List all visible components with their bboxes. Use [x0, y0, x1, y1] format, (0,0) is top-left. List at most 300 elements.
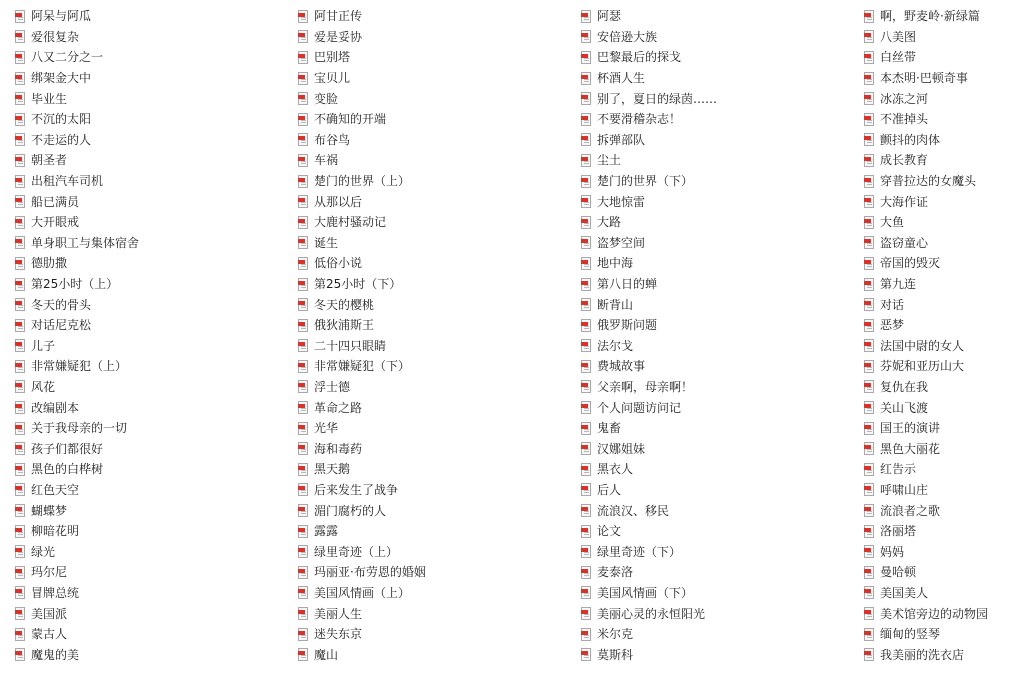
file-item[interactable]	[581, 6, 851, 27]
pdf-file-icon	[581, 504, 591, 517]
file-item[interactable]	[581, 150, 851, 171]
file-name: 美国风情画（上）	[314, 585, 411, 600]
file-item[interactable]	[864, 500, 1024, 521]
pdf-file-icon	[864, 525, 874, 538]
file-grid	[0, 6, 1024, 668]
file-item[interactable]	[581, 130, 851, 151]
file-item[interactable]	[15, 191, 285, 212]
pdf-file-icon	[298, 51, 308, 64]
pdf-file-icon	[864, 648, 874, 661]
pdf-file-icon	[298, 504, 308, 517]
file-name: 冰冻之河	[880, 91, 929, 106]
file-item[interactable]	[15, 377, 285, 398]
file-name: 柳暗花明	[31, 524, 80, 539]
file-item[interactable]	[581, 624, 851, 645]
file-item[interactable]	[864, 624, 1024, 645]
file-item[interactable]	[581, 27, 851, 48]
pdf-file-icon	[15, 545, 25, 558]
file-item[interactable]	[298, 68, 568, 89]
file-item[interactable]	[298, 130, 568, 151]
file-item[interactable]	[298, 47, 568, 68]
file-item[interactable]	[298, 644, 568, 665]
file-item[interactable]	[298, 583, 568, 604]
file-name: 单身职工与集体宿舍	[31, 235, 140, 250]
file-item[interactable]	[298, 562, 568, 583]
pdf-file-icon	[864, 339, 874, 352]
pdf-file-icon	[581, 525, 591, 538]
file-name: 帝国的毁灭	[880, 256, 941, 271]
file-name: 巴别塔	[314, 50, 351, 65]
file-item[interactable]	[298, 212, 568, 233]
file-item[interactable]	[581, 541, 851, 562]
file-item[interactable]	[298, 336, 568, 357]
file-item[interactable]	[15, 130, 285, 151]
file-item[interactable]	[15, 294, 285, 315]
file-item[interactable]	[864, 27, 1024, 48]
file-item[interactable]	[581, 68, 851, 89]
file-item[interactable]	[298, 459, 568, 480]
file-name: 杯酒人生	[597, 71, 646, 86]
file-name: 大路	[597, 215, 622, 230]
file-item[interactable]	[864, 212, 1024, 233]
file-item[interactable]	[298, 27, 568, 48]
pdf-file-icon	[15, 380, 25, 393]
pdf-file-icon	[864, 504, 874, 517]
pdf-file-icon	[15, 339, 25, 352]
file-item[interactable]	[864, 274, 1024, 295]
pdf-file-icon	[581, 175, 591, 188]
pdf-file-icon	[864, 545, 874, 558]
file-item[interactable]	[298, 356, 568, 377]
file-item[interactable]	[864, 130, 1024, 151]
file-name: 不确知的开端	[314, 112, 387, 127]
file-name: 美国派	[31, 606, 68, 621]
pdf-file-icon	[298, 628, 308, 641]
file-name: 阿甘正传	[314, 9, 363, 24]
file-name: 穿普拉达的女魔头	[880, 174, 977, 189]
pdf-file-icon	[864, 463, 874, 476]
file-name: 莫斯科	[597, 647, 634, 662]
pdf-file-icon	[15, 10, 25, 23]
file-item[interactable]	[15, 150, 285, 171]
file-item[interactable]	[15, 521, 285, 542]
pdf-file-icon	[298, 154, 308, 167]
pdf-file-icon	[581, 422, 591, 435]
file-name: 毕业生	[31, 91, 68, 106]
pdf-file-icon	[864, 566, 874, 579]
file-item[interactable]	[864, 521, 1024, 542]
file-item[interactable]	[864, 356, 1024, 377]
pdf-file-icon	[298, 586, 308, 599]
file-name: 第25小时（下）	[314, 277, 402, 292]
pdf-file-icon	[581, 195, 591, 208]
file-name: 对话尼克松	[31, 318, 92, 333]
file-item[interactable]	[298, 438, 568, 459]
pdf-file-icon	[298, 422, 308, 435]
file-name: 关于我母亲的一切	[31, 421, 128, 436]
file-item[interactable]	[864, 109, 1024, 130]
file-name: 绑架金大中	[31, 71, 92, 86]
file-item[interactable]	[298, 88, 568, 109]
pdf-file-icon	[864, 628, 874, 641]
file-name: 爱是妥协	[314, 29, 363, 44]
pdf-file-icon	[298, 257, 308, 270]
file-name: 出租汽车司机	[31, 174, 104, 189]
pdf-file-icon	[15, 195, 25, 208]
file-item[interactable]	[298, 191, 568, 212]
file-name: 玛丽亚·布劳恩的婚姻	[314, 565, 426, 580]
file-item[interactable]	[864, 150, 1024, 171]
file-item[interactable]	[581, 212, 851, 233]
file-name: 法尔戈	[597, 338, 634, 353]
file-name: 美国风情画（下）	[597, 585, 694, 600]
file-name: 对话	[880, 297, 905, 312]
file-item[interactable]	[864, 294, 1024, 315]
file-name: 黑衣人	[597, 462, 634, 477]
pdf-file-icon	[581, 30, 591, 43]
pdf-file-icon	[298, 298, 308, 311]
pdf-file-icon	[581, 51, 591, 64]
file-item[interactable]	[864, 541, 1024, 562]
pdf-file-icon	[298, 360, 308, 373]
file-name: 风花	[31, 379, 56, 394]
file-name: 巴黎最后的探戈	[597, 50, 682, 65]
file-item[interactable]	[15, 68, 285, 89]
file-item[interactable]	[864, 6, 1024, 27]
pdf-file-icon	[864, 133, 874, 146]
file-item[interactable]	[298, 418, 568, 439]
file-item[interactable]	[15, 356, 285, 377]
file-item[interactable]	[15, 274, 285, 295]
file-name: 浮士德	[314, 379, 351, 394]
file-item[interactable]	[581, 233, 851, 254]
file-item[interactable]	[15, 624, 285, 645]
pdf-file-icon	[864, 607, 874, 620]
pdf-file-icon	[581, 72, 591, 85]
file-item[interactable]	[15, 212, 285, 233]
file-item[interactable]	[581, 521, 851, 542]
file-item[interactable]	[864, 191, 1024, 212]
file-item[interactable]	[15, 253, 285, 274]
file-item[interactable]	[15, 603, 285, 624]
file-name: 盗窃童心	[880, 235, 929, 250]
pdf-file-icon	[581, 401, 591, 414]
pdf-file-icon	[581, 463, 591, 476]
file-name: 八美图	[880, 29, 917, 44]
file-name: 不走运的人	[31, 132, 92, 147]
file-item[interactable]	[864, 583, 1024, 604]
file-item[interactable]	[581, 294, 851, 315]
file-item[interactable]	[298, 150, 568, 171]
pdf-file-icon	[864, 483, 874, 496]
file-item[interactable]	[581, 603, 851, 624]
file-name: 父亲啊，母亲啊！	[597, 379, 694, 394]
file-name: 露露	[314, 524, 339, 539]
file-name: 个人问题访问记	[597, 400, 682, 415]
pdf-file-icon	[581, 236, 591, 249]
pdf-file-icon	[298, 525, 308, 538]
file-name: 美术馆旁边的动物园	[880, 606, 989, 621]
file-item[interactable]	[298, 171, 568, 192]
file-item[interactable]	[864, 562, 1024, 583]
file-name: 呼啸山庄	[880, 482, 929, 497]
pdf-file-icon	[864, 92, 874, 105]
file-name: 流浪者之歌	[880, 503, 941, 518]
file-item[interactable]	[298, 294, 568, 315]
file-name: 国王的演讲	[880, 421, 941, 436]
file-item[interactable]	[15, 418, 285, 439]
file-name: 黑色的白桦树	[31, 462, 104, 477]
file-item[interactable]	[15, 6, 285, 27]
pdf-file-icon	[15, 236, 25, 249]
pdf-file-icon	[15, 113, 25, 126]
pdf-file-icon	[15, 298, 25, 311]
file-item[interactable]	[581, 171, 851, 192]
file-item[interactable]	[15, 583, 285, 604]
file-name: 费城故事	[597, 359, 646, 374]
file-item[interactable]	[864, 418, 1024, 439]
file-item[interactable]	[581, 583, 851, 604]
file-name: 第八日的蝉	[597, 277, 658, 292]
file-item[interactable]	[15, 500, 285, 521]
pdf-file-icon	[15, 51, 25, 64]
pdf-file-icon	[298, 545, 308, 558]
file-name: 儿子	[31, 338, 56, 353]
pdf-file-icon	[864, 113, 874, 126]
file-item[interactable]	[298, 521, 568, 542]
file-item[interactable]	[15, 644, 285, 665]
file-item[interactable]	[15, 315, 285, 336]
file-name: 美国美人	[880, 585, 929, 600]
pdf-file-icon	[15, 586, 25, 599]
file-item[interactable]	[581, 191, 851, 212]
file-name: 不要滑稽杂志！	[597, 112, 682, 127]
file-item[interactable]	[581, 356, 851, 377]
file-item[interactable]	[298, 233, 568, 254]
pdf-file-icon	[15, 154, 25, 167]
file-name: 湄门腐朽的人	[314, 503, 387, 518]
file-item[interactable]	[581, 480, 851, 501]
file-item[interactable]	[298, 603, 568, 624]
file-name: 我美丽的洗衣店	[880, 647, 965, 662]
file-item[interactable]	[15, 109, 285, 130]
file-item[interactable]	[15, 562, 285, 583]
pdf-file-icon	[298, 236, 308, 249]
file-name: 黑色大丽花	[880, 441, 941, 456]
file-item[interactable]	[864, 171, 1024, 192]
file-item[interactable]	[864, 315, 1024, 336]
file-item[interactable]	[864, 233, 1024, 254]
file-name: 阿呆与阿瓜	[31, 9, 92, 24]
pdf-file-icon	[581, 566, 591, 579]
file-item[interactable]	[581, 438, 851, 459]
file-name: 变脸	[314, 91, 339, 106]
pdf-file-icon	[864, 154, 874, 167]
file-item[interactable]	[581, 562, 851, 583]
file-item[interactable]	[15, 459, 285, 480]
file-name: 宝贝儿	[314, 71, 351, 86]
pdf-file-icon	[581, 278, 591, 291]
file-item[interactable]	[15, 88, 285, 109]
file-item[interactable]	[864, 68, 1024, 89]
file-name: 海和毒药	[314, 441, 363, 456]
pdf-file-icon	[15, 30, 25, 43]
pdf-file-icon	[864, 195, 874, 208]
file-name: 大海作证	[880, 194, 929, 209]
file-item[interactable]	[581, 253, 851, 274]
file-item[interactable]	[298, 480, 568, 501]
pdf-file-icon	[298, 463, 308, 476]
file-item[interactable]	[581, 397, 851, 418]
file-item[interactable]	[864, 397, 1024, 418]
file-name: 蝴蝶梦	[31, 503, 68, 518]
pdf-file-icon	[298, 483, 308, 496]
file-item[interactable]	[581, 88, 851, 109]
pdf-file-icon	[864, 51, 874, 64]
file-name: 不准掉头	[880, 112, 929, 127]
file-item[interactable]	[15, 233, 285, 254]
file-name: 八又二分之一	[31, 50, 104, 65]
pdf-file-icon	[581, 545, 591, 558]
pdf-file-icon	[15, 133, 25, 146]
file-item[interactable]	[864, 438, 1024, 459]
pdf-file-icon	[15, 422, 25, 435]
file-item[interactable]	[581, 336, 851, 357]
file-item[interactable]	[581, 315, 851, 336]
file-name: 魔山	[314, 647, 339, 662]
file-item[interactable]	[864, 47, 1024, 68]
file-item[interactable]	[15, 438, 285, 459]
pdf-file-icon	[581, 628, 591, 641]
file-item[interactable]	[298, 377, 568, 398]
pdf-file-icon	[298, 133, 308, 146]
file-item[interactable]	[864, 88, 1024, 109]
pdf-file-icon	[581, 257, 591, 270]
pdf-file-icon	[581, 380, 591, 393]
file-item[interactable]	[298, 6, 568, 27]
pdf-file-icon	[15, 175, 25, 188]
file-name: 绿光	[31, 544, 56, 559]
file-name: 楚门的世界（下）	[597, 174, 694, 189]
file-name: 德肋撒	[31, 256, 68, 271]
file-name: 妈妈	[880, 544, 905, 559]
file-name: 红告示	[880, 462, 917, 477]
file-name: 楚门的世界（上）	[314, 174, 411, 189]
file-name: 车祸	[314, 153, 339, 168]
file-name: 盗梦空间	[597, 235, 646, 250]
pdf-file-icon	[15, 92, 25, 105]
file-item[interactable]	[864, 253, 1024, 274]
pdf-file-icon	[15, 525, 25, 538]
pdf-file-icon	[581, 113, 591, 126]
file-name: 绿里奇迹（上）	[314, 544, 399, 559]
file-name: 光华	[314, 421, 339, 436]
file-name: 地中海	[597, 256, 634, 271]
pdf-file-icon	[581, 483, 591, 496]
file-name: 阿瑟	[597, 9, 622, 24]
file-item[interactable]	[298, 109, 568, 130]
file-name: 非常嫌疑犯（上）	[31, 359, 128, 374]
file-name: 断背山	[597, 297, 634, 312]
file-name: 大鹿村骚动记	[314, 215, 387, 230]
file-item[interactable]	[581, 644, 851, 665]
pdf-file-icon	[298, 648, 308, 661]
pdf-file-icon	[15, 628, 25, 641]
pdf-file-icon	[15, 566, 25, 579]
file-item[interactable]	[15, 480, 285, 501]
file-name: 别了，夏日的绿茵……	[597, 91, 718, 106]
file-item[interactable]	[581, 459, 851, 480]
file-item[interactable]	[298, 397, 568, 418]
file-name: 法国中尉的女人	[880, 338, 965, 353]
file-item[interactable]	[864, 459, 1024, 480]
pdf-file-icon	[15, 72, 25, 85]
file-item[interactable]	[864, 377, 1024, 398]
pdf-file-icon	[864, 380, 874, 393]
file-item[interactable]	[298, 500, 568, 521]
file-item[interactable]	[581, 500, 851, 521]
file-name: 流浪汉、移民	[597, 503, 670, 518]
file-item[interactable]	[15, 27, 285, 48]
file-item[interactable]	[15, 336, 285, 357]
file-name: 冒牌总统	[31, 585, 80, 600]
file-item[interactable]	[298, 315, 568, 336]
pdf-file-icon	[298, 339, 308, 352]
file-item[interactable]	[15, 541, 285, 562]
file-item[interactable]	[298, 253, 568, 274]
file-item[interactable]	[581, 274, 851, 295]
pdf-file-icon	[15, 401, 25, 414]
pdf-file-icon	[15, 360, 25, 373]
file-item[interactable]	[298, 541, 568, 562]
file-name: 米尔克	[597, 627, 634, 642]
file-name: 恶梦	[880, 318, 905, 333]
file-item[interactable]	[864, 336, 1024, 357]
file-item[interactable]	[581, 377, 851, 398]
pdf-file-icon	[581, 154, 591, 167]
pdf-file-icon	[581, 298, 591, 311]
file-item[interactable]	[581, 418, 851, 439]
file-item[interactable]	[15, 47, 285, 68]
file-item[interactable]	[864, 480, 1024, 501]
file-item[interactable]	[15, 397, 285, 418]
pdf-file-icon	[581, 607, 591, 620]
file-name: 船已满员	[31, 194, 80, 209]
pdf-file-icon	[581, 648, 591, 661]
file-item[interactable]	[298, 624, 568, 645]
pdf-file-icon	[864, 216, 874, 229]
file-item[interactable]	[298, 274, 568, 295]
file-name: 拆弹部队	[597, 132, 646, 147]
file-item[interactable]	[15, 171, 285, 192]
file-item[interactable]	[581, 109, 851, 130]
pdf-file-icon	[298, 72, 308, 85]
file-item[interactable]	[581, 47, 851, 68]
file-name: 本杰明·巴顿奇事	[880, 71, 968, 86]
file-name: 白丝带	[880, 50, 917, 65]
file-name: 低俗小说	[314, 256, 363, 271]
file-name: 第九连	[880, 277, 917, 292]
pdf-file-icon	[15, 607, 25, 620]
pdf-file-icon	[15, 216, 25, 229]
file-name: 从那以后	[314, 194, 363, 209]
pdf-file-icon	[864, 401, 874, 414]
pdf-file-icon	[15, 483, 25, 496]
pdf-file-icon	[864, 10, 874, 23]
file-column	[581, 6, 851, 665]
file-item[interactable]	[864, 603, 1024, 624]
file-item[interactable]	[864, 644, 1024, 665]
